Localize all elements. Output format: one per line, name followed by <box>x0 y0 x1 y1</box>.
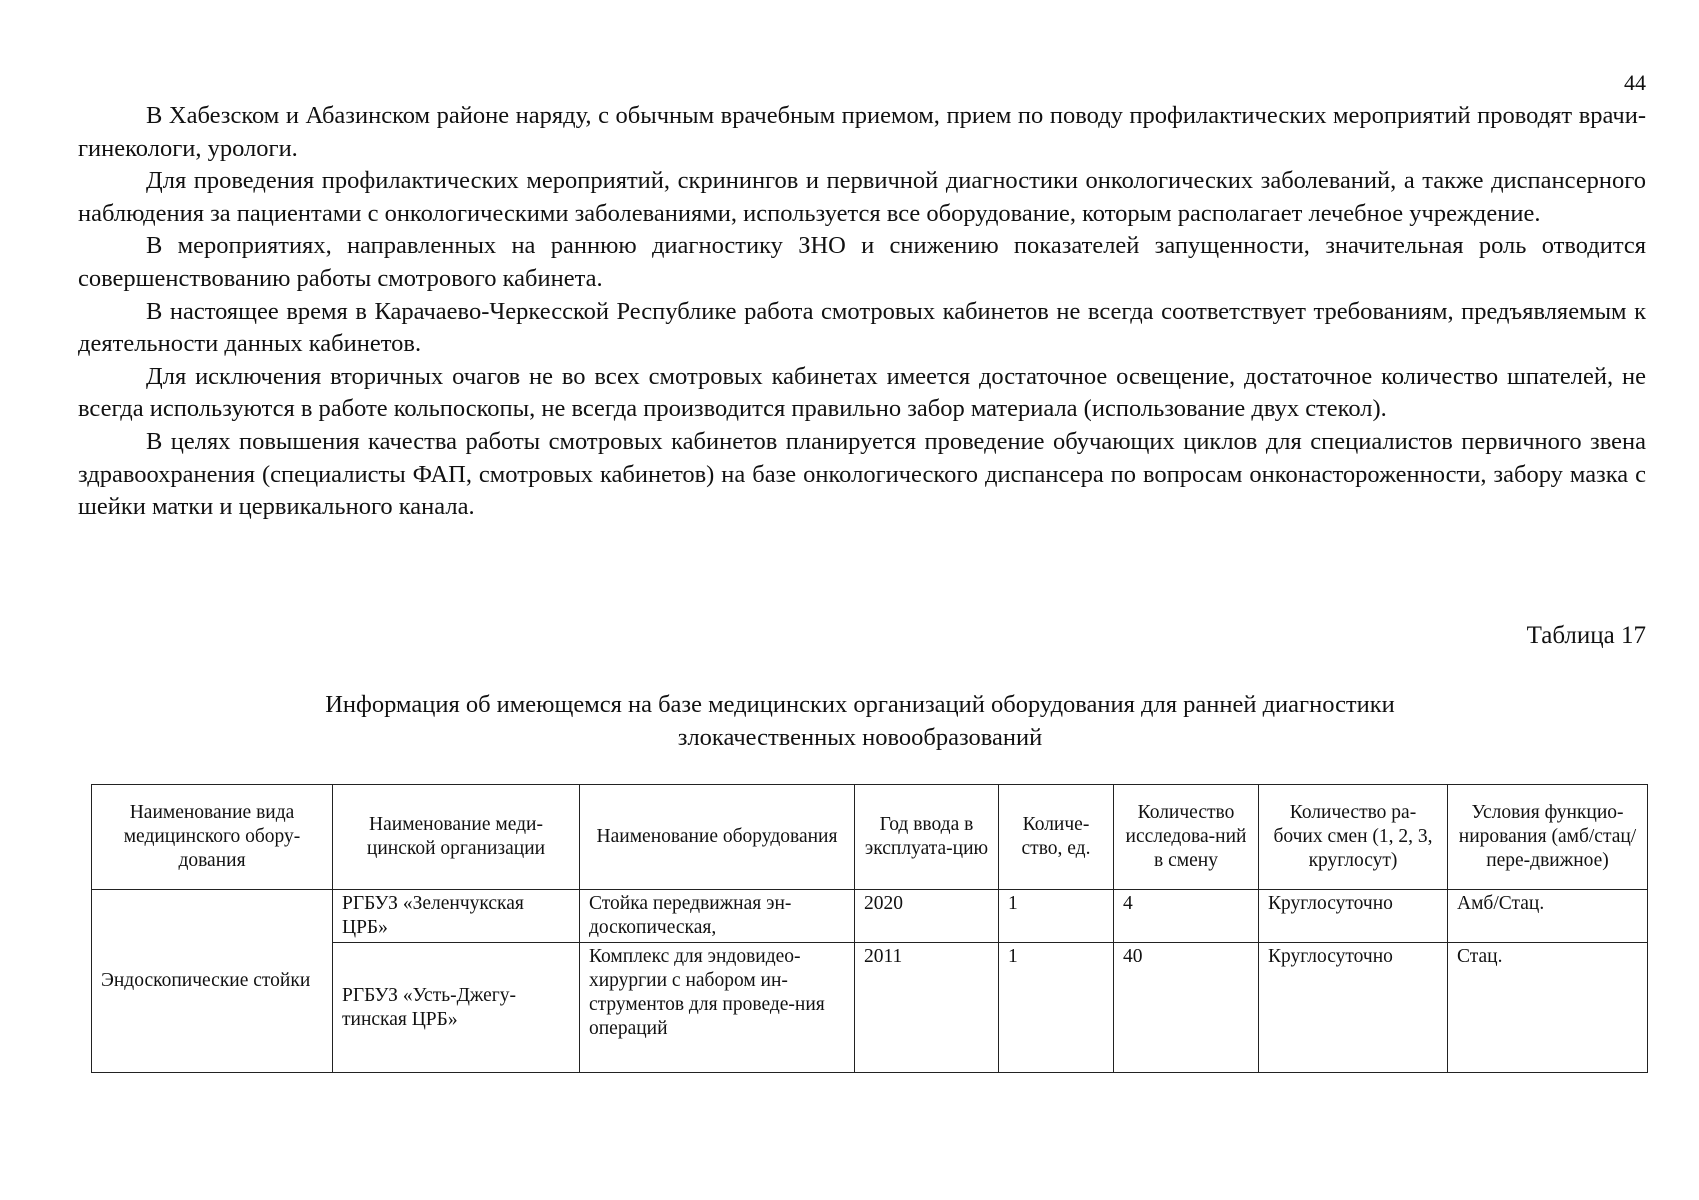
page-number: 44 <box>1624 70 1646 95</box>
table-title-line-2: злокачественных новообразований <box>677 724 1043 751</box>
year-cell: 2020 <box>855 890 999 943</box>
header-conditions: Условия функцио-нирования (амб/стац/пере-движное) <box>1448 785 1648 890</box>
header-shifts: Количество ра-бочих смен (1, 2, 3, круглосут) <box>1259 785 1448 890</box>
paragraph: Для проведения профилактических мероприятий, скринингов и первичной диагностики онкологических заболеваний, а также диспансерного наблюдения за пациентами с онкологическими заболеваниями, используется все оборудование, которым располагает лечебное учреждение. <box>78 167 1646 227</box>
organization-cell: РГБУЗ «Усть-Джегу-тинская ЦРБ» <box>333 943 580 1073</box>
quantity-cell: 1 <box>999 890 1114 943</box>
organization-cell: РГБУЗ «Зеленчукская ЦРБ» <box>333 890 580 943</box>
table-row <box>92 890 1648 943</box>
header-equipment-name: Наименование оборудования <box>580 785 855 890</box>
studies-cell: 4 <box>1114 890 1259 943</box>
paragraph: В Хабезском и Абазинском районе наряду, с обычным врачебным приемом, прием по поводу профилактических мероприятий проводят врачи-гинекологи, урологи. <box>78 102 1646 162</box>
studies-cell: 40 <box>1114 943 1259 1073</box>
table-label: Таблица 17 <box>1526 622 1646 649</box>
shifts-cell: Круглосуточно <box>1259 943 1448 1073</box>
year-cell: 2011 <box>855 943 999 1073</box>
header-studies-per-shift: Количество исследова-ний в смену <box>1114 785 1259 890</box>
paragraph: Для исключения вторичных очагов не во всех смотровых кабинетах имеется достаточное освещение, достаточное количество шпателей, не всегда используются в работе кольпоскопы, не всегда производится правильно забор материала (использование двух стекол). <box>78 362 1646 423</box>
equipment-table <box>91 784 1648 1073</box>
header-organization: Наименование меди-цинской организации <box>333 785 580 890</box>
table-header-row <box>92 785 1648 890</box>
shifts-cell: Круглосуточно <box>1259 890 1448 943</box>
paragraph: В настоящее время в Карачаево-Черкесской Республике работа смотровых кабинетов не всегда соответствует требованиям, предъявляемым к деятельности данных кабинетов. <box>78 297 1646 358</box>
paragraph: В мероприятиях, направленных на раннюю диагностику ЗНО и снижению показателей запущенности, значительная роль отводится совершенствованию работы смотрового кабинета. <box>78 232 1646 292</box>
header-year: Год ввода в эксплуата-цию <box>855 785 999 890</box>
body-text <box>78 100 1646 524</box>
paragraph: В целях повышения качества работы смотровых кабинетов планируется проведение обучающих циклов для специалистов первичного звена здравоохранения (специалисты ФАП, смотровых кабинетов) на базе онкологического диспансера по вопросам онконастороженности, забору мазка с шейки матки и цервикального канала. <box>78 427 1646 521</box>
quantity-cell: 1 <box>999 943 1114 1073</box>
header-quantity: Количе-ство, ед. <box>999 785 1114 890</box>
table-title <box>160 688 1560 754</box>
equipment-cell: Стойка передвижная эн-доскопическая, <box>580 890 855 943</box>
table-title-line-1: Информация об имеющемся на базе медицинских организаций оборудования для ранней диагностики <box>325 691 1395 718</box>
header-equipment-type: Наименование вида медицинского обору-дования <box>92 785 333 890</box>
equipment-cell: Комплекс для эндовидео-хирургии с набором ин-струментов для проведе-ния операций <box>580 943 855 1073</box>
conditions-cell: Стац. <box>1448 943 1648 1073</box>
group-label-cell: Эндоскопические стойки <box>92 890 333 1073</box>
conditions-cell: Амб/Стац. <box>1448 890 1648 943</box>
